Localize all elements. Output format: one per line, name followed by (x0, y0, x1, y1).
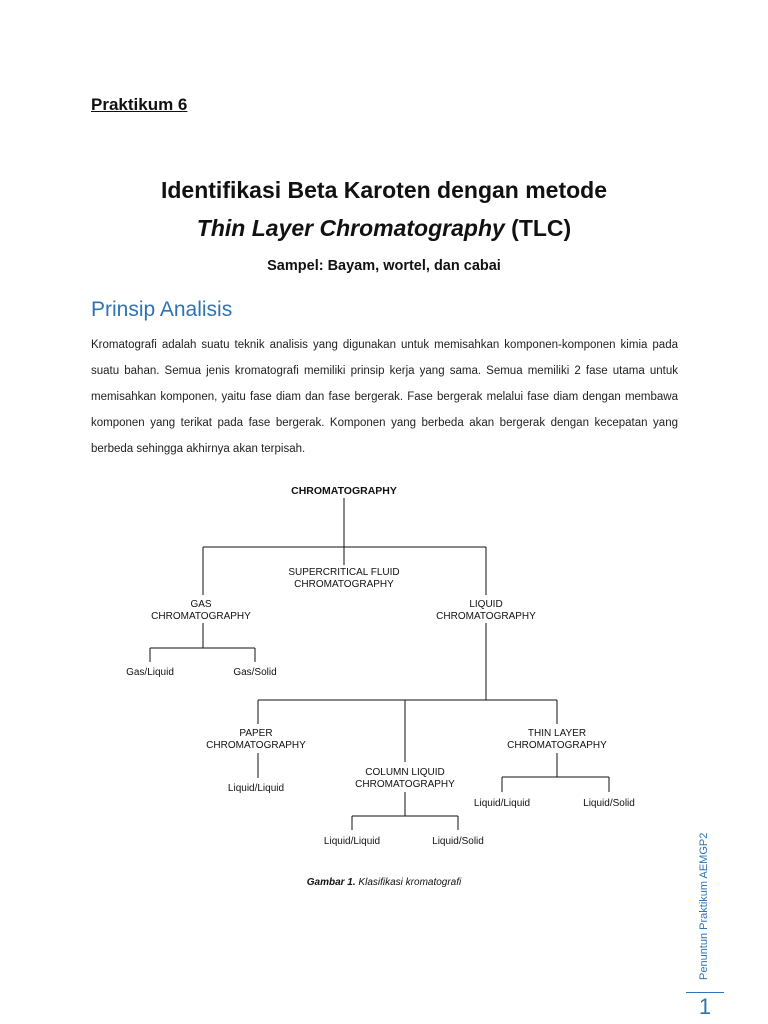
leaf-gas-solid: Gas/Solid (233, 667, 277, 678)
footer-divider (686, 992, 724, 993)
figure-caption (0, 877, 768, 888)
node-gas-line2: CHROMATOGRAPHY (151, 611, 251, 622)
node-liquid-line2: CHROMATOGRAPHY (436, 611, 536, 622)
body-paragraph: Kromatografi adalah suatu teknik analisis yang digunakan untuk memisahkan komponen-komponen kimia pada suatu bahan. Semua jenis kromatografi memiliki prinsip kerja yang sama. Semua memiliki 2 fase utama untuk memisahkan komponen, yaitu fase diam dan fase bergerak. Fase bergerak melalui fase diam dengan membawa komponen yang terikat pada fase bergerak. Komponen yang berbeda akan bergerak dengan kecepatan yang berbeda sehingga akhirnya akan terpisah. (91, 339, 678, 455)
document-subtitle: Sampel: Bayam, wortel, dan cabai (267, 258, 501, 274)
page-number: 1 (698, 994, 712, 1019)
chromatography-classification-diagram (0, 470, 768, 870)
node-scf-line2: CHROMATOGRAPHY (294, 579, 394, 590)
side-footer-text: Penuntun Praktikum AEMGP2 (698, 832, 710, 980)
caption-label: Gambar 1. (306, 877, 356, 888)
praktikum-label: Praktikum 6 (91, 95, 188, 114)
node-paper-line2: CHROMATOGRAPHY (206, 740, 306, 751)
section-heading: Prinsip Analisis (91, 298, 233, 321)
leaf-column-liquid-liquid: Liquid/Liquid (323, 836, 381, 847)
leaf-tlc-liquid-liquid: Liquid/Liquid (473, 798, 531, 809)
node-column-line2: CHROMATOGRAPHY (355, 779, 455, 790)
node-root: CHROMATOGRAPHY (291, 485, 397, 497)
node-scf-line1: SUPERCRITICAL FLUID (288, 567, 400, 578)
caption-text: Klasifikasi kromatografi (355, 877, 462, 888)
leaf-column-liquid-solid: Liquid/Solid (432, 836, 484, 847)
document-title-line1: Identifikasi Beta Karoten dengan metode (160, 177, 608, 203)
leaf-gas-liquid: Gas/Liquid (126, 667, 174, 678)
node-liquid-line1: LIQUID (469, 599, 503, 610)
node-paper-line1: PAPER (239, 728, 273, 739)
node-tlc-line2: CHROMATOGRAPHY (507, 740, 607, 751)
leaf-paper-liquid-liquid: Liquid/Liquid (227, 783, 285, 794)
node-column-line1: COLUMN LIQUID (365, 767, 445, 778)
node-tlc-line1: THIN LAYER (527, 728, 587, 739)
node-gas-line1: GAS (190, 599, 212, 610)
leaf-tlc-liquid-solid: Liquid/Solid (583, 798, 635, 809)
title-italic-part: Thin Layer Chromatography (196, 215, 505, 241)
document-title-line2 (0, 215, 768, 242)
title-rest-part: (TLC) (504, 215, 572, 241)
